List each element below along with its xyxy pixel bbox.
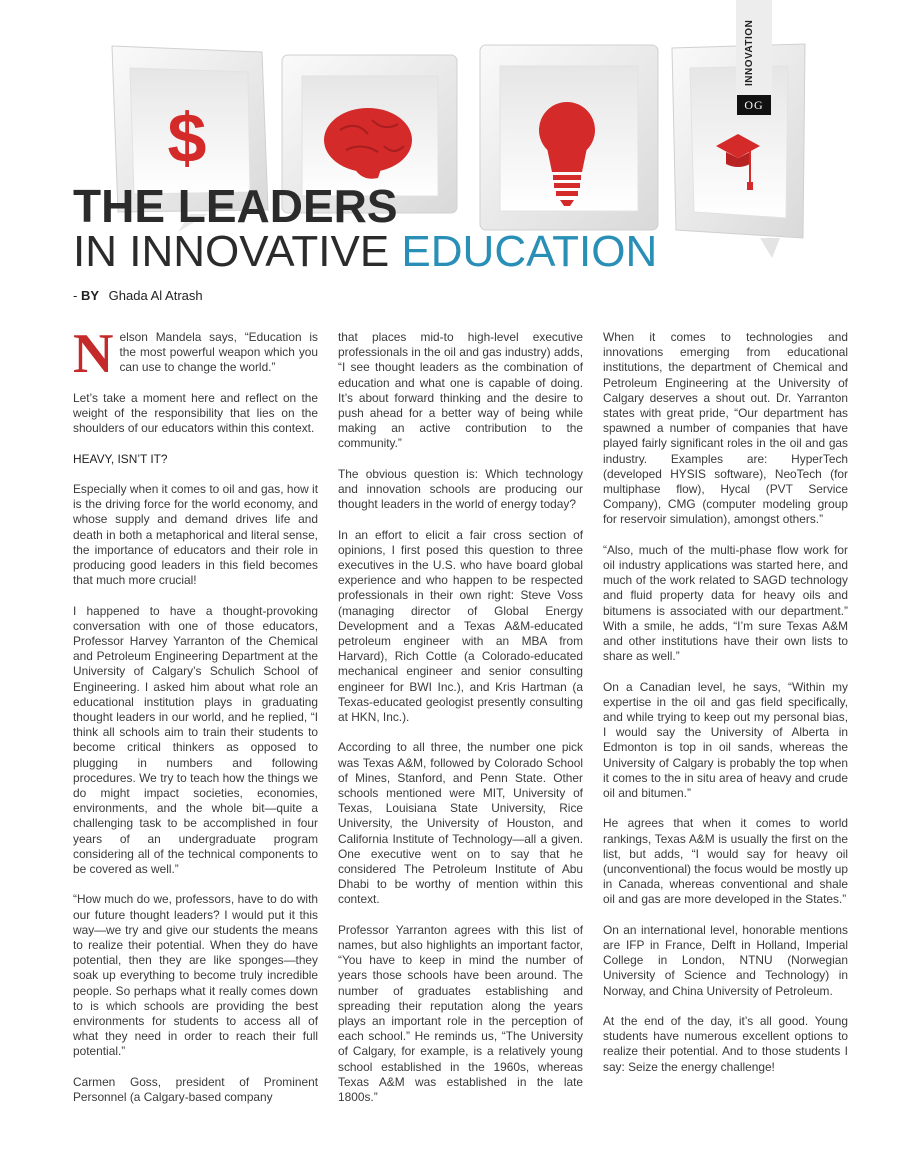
paragraph (73, 323, 318, 385)
paragraph: “How much do we, professors, have to do with our future thought leaders? I would put it this way—we try and give our students the means to realize their potential. When they do have potential, then they are like sponges—they soak up everything to become truly incredible people. So perhaps what it really comes down to is which schools are providing the best environments for students to access all of what they need in order to reach their full potential.” (73, 892, 318, 1059)
paragraph: The obvious question is: Which technology and innovation schools are producing our thought leaders in the world of energy today? (338, 466, 583, 512)
paragraph: “Also, much of the multi-phase flow work for oil industry applications was started here, and much of the work related to SAGD technology and fluid property data for heavy oils and bitumens is associated with our department.” With a smile, he adds, “I’m sure Texas A&M and other institutions have their own lists to share as well.” (603, 542, 848, 664)
paragraph: On a Canadian level, he says, “Within my expertise in the oil and gas field specifically, and while trying to keep out my personal bias, I would say the University of Alberta in Edmonton is top in oil sands, whereas the University of Calgary is probably the top when it comes to the in situ area of heavy and crude oil and bitumen.” (603, 679, 848, 801)
headline-plain: IN INNOVATIVE (73, 227, 402, 276)
paragraph-text: elson Mandela says, “Education is the most powerful weapon which you can use to change the world.” (119, 330, 318, 375)
paragraph: When it comes to technologies and innovations emerging from educational institutions, the department of Chemical and Petroleum Engineering at the University of Calgary deserves a shout out. Dr. Yarranton states with great pride, “Our department has spawned a number of companies that have played fairly significant roles in the oil and gas industry. Examples are: HyperTech (developed HYSIS software), NeoTech (for multiphase flow), Hycal (PVT Service Company), CMG (computer modeling group for reservoir simulation), amongst others.” (603, 330, 848, 527)
magazine-badge: OG (737, 95, 771, 115)
article-column-3 (603, 330, 848, 1090)
subheading: HEAVY, ISN’T IT? (73, 451, 168, 466)
byline (73, 288, 203, 303)
paragraph: that places mid-to high-level executive professionals in the oil and gas industry) adds, “I see thought leaders as the combination of education and what one is capable of doing. It’s about forward thinking and the desire to push ahead for a better way of being while making an active contribution to the community.” (338, 330, 583, 451)
drop-cap: N (73, 323, 114, 385)
byline-dash: - (73, 288, 78, 303)
article-column-1 (73, 323, 318, 1120)
section-label: INNOVATION (744, 19, 755, 86)
paragraph: Professor Yarranton agrees with this list of names, but also highlights an important factor, “You have to keep in mind the number of years those schools have been around. The number of graduates establishing and spreading their reputation along the years plays an important role in the perception of each school.” He reminds us, “The University of Calgary, for example, is a relatively young school established in the 1960s, whereas Texas A&M was established in the late 1800s.” (338, 922, 583, 1105)
paragraph: Carmen Goss, president of Prominent Personnel (a Calgary-based company (73, 1074, 318, 1105)
paragraph: He agrees that when it comes to world rankings, Texas A&M is usually the first on the list, but adds, “I would say for heavy oil (unconventional) the focus would be mostly up in Canada, whereas conventional and shale oil and gas are more developed in the States.” (603, 816, 848, 907)
article-column-2 (338, 330, 583, 1120)
paragraph: In an effort to elicit a fair cross section of opinions, I first posed this question to three executives in the U.S. who have board global experience and who happen to be respected professionals in their own right: Steve Voss (managing director of Global Energy Development and a Texas A&M-educated petroleum engineer with an MBA from Harvard), Rich Cottle (a Colorado-educated mechanical engineer and senior consulting engineer for BWI Inc.), and Kris Hartman (a Texas-educated geologist presently consulting at HKN, Inc.). (338, 527, 583, 725)
byline-author: Ghada Al Atrash (108, 288, 203, 303)
headline-accent: EDUCATION (401, 227, 658, 276)
headline-line-2 (73, 226, 657, 278)
paragraph: At the end of the day, it’s all good. Young students have numerous excellent options to realize their potential. And to those students I say: Seize the energy challenge! (603, 1014, 848, 1074)
headline-line-1: THE LEADERS (73, 180, 398, 232)
paragraph: On an international level, honorable mentions are IFP in France, Delft in Holland, Imperial College in London, NTNU (Norwegian University of Science and Technology) in Norway, and China University of Petroleum. (603, 922, 848, 998)
paragraph: Let’s take a moment here and reflect on the weight of the responsibility that lies on the shoulders of our educators within this context. (73, 390, 318, 436)
paragraph: According to all three, the number one pick was Texas A&M, followed by Colorado School of Mines, Stanford, and Penn State. Other schools mentioned were MIT, University of Texas, Louisiana State University, Rice University, the University of Houston, and California Institute of Technology—all a given. One executive went on to say that he considered The Petroleum Institute of Abu Dhabi to be worthy of mention within this context. (338, 740, 583, 907)
paragraph: I happened to have a thought-provoking conversation with one of those educators, Professor Harvey Yarranton of the Chemical and Petroleum Engineering Department at the University of Calgary’s Schulich School of Engineering. I asked him about what role an educational institution plays in graduating thought leaders in our world, and he replied, “I think all schools aim to train their students to become critical thinkers as opposed to plugging in numbers and following procedures. We try to teach how the things we do might impact societies, economies, environments, and the whole bit—quite a challenging task to be accomplished in four years of an undergraduate program considering all of the technical components to be covered as well.” (73, 603, 318, 877)
paragraph: Especially when it comes to oil and gas, how it is the driving force for the world economy, and whose supply and demand drives life and death in both a metaphorical and literal sense, the importance of educators and their role in producing good leaders in this field becomes that much more crucial! (73, 481, 318, 588)
svg-text:$: $ (167, 99, 207, 177)
dollar-sign-icon (168, 99, 207, 177)
byline-by: BY (80, 288, 100, 303)
